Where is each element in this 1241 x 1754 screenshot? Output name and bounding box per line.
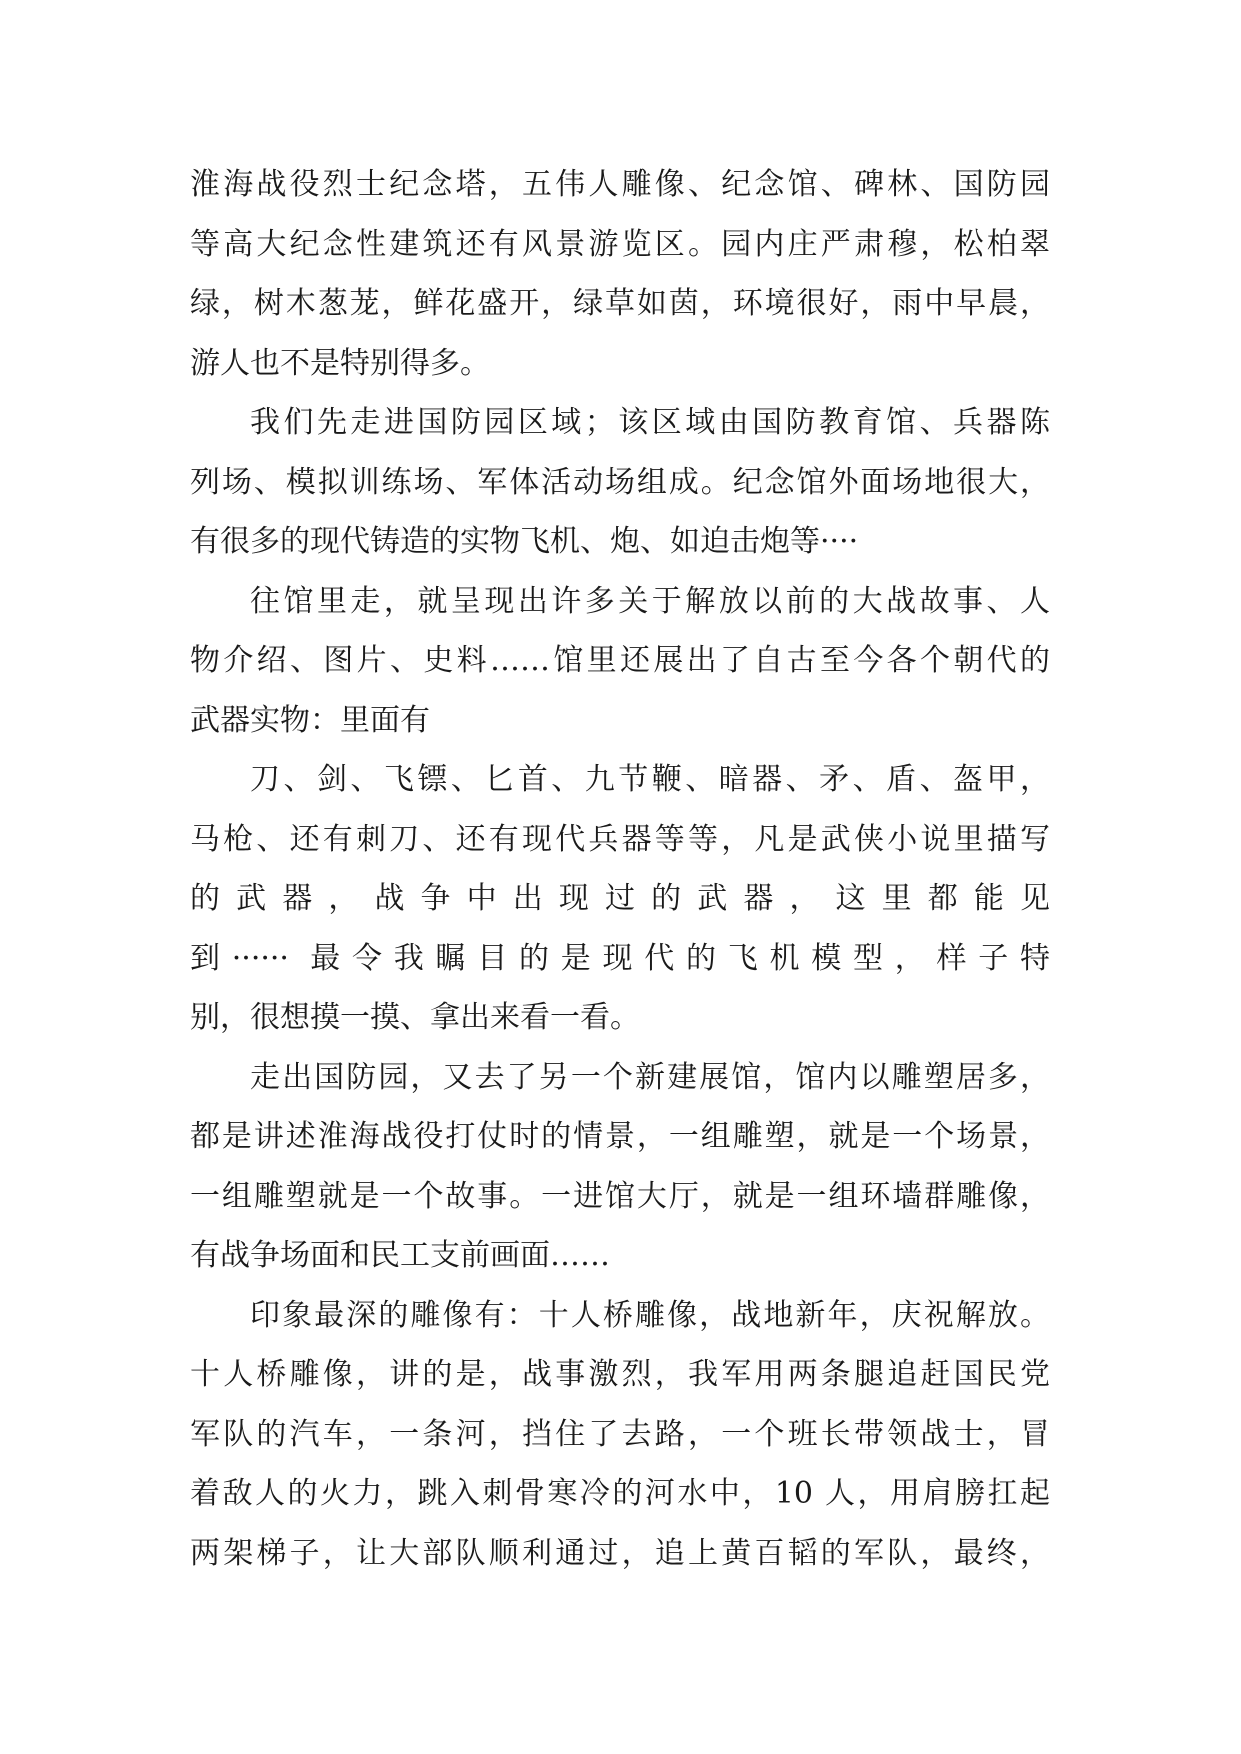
- text-line: 我们先走进国防园区域；该区域由国防教育馆、兵器陈: [250, 405, 1050, 440]
- body-text: [190, 155, 1050, 1583]
- text-line: 着敌人的火力，跳入刺骨寒冷的河水中，10 人，用肩膀扛起: [190, 1476, 1050, 1511]
- text-line: 有很多的现代铸造的实物飞机、炮、如迫击炮等····: [190, 524, 859, 559]
- text-line: 走出国防园，又去了另一个新建展馆，馆内以雕塑居多，: [250, 1059, 1050, 1095]
- text-line: 都是讲述淮海战役打仗时的情景，一组雕塑，就是一个场景，: [190, 1119, 1050, 1154]
- text-line: 印象最深的雕像有：十人桥雕像，战地新年，庆祝解放。: [250, 1297, 1050, 1333]
- text-line: 到······ 最令我瞩目的是现代的飞机模型，样子特: [190, 940, 1050, 976]
- text-line: 军队的汽车，一条河，挡住了去路，一个班长带领战士，冒: [190, 1416, 1050, 1452]
- text-line: 刀、剑、飞镖、匕首、九节鞭、暗器、矛、盾、盔甲，: [250, 762, 1050, 797]
- text-line: 淮海战役烈士纪念塔，五伟人雕像、纪念馆、碑林、国防园: [190, 167, 1050, 202]
- text-line: 别，很想摸一摸、拿出来看一看。: [190, 1000, 640, 1035]
- text-line: 列场、模拟训练场、军体活动场组成。纪念馆外面场地很大，: [190, 464, 1050, 500]
- text-line: 马枪、还有刺刀、还有现代兵器等等，凡是武侠小说里描写: [190, 821, 1050, 857]
- text-line: 一组雕塑就是一个故事。一进馆大厅，就是一组环墙群雕像，: [190, 1178, 1050, 1214]
- text-line: 的武器，战争中出现过的武器，这里都能见: [190, 881, 1050, 916]
- text-line: 绿，树木葱茏，鲜花盛开，绿草如茵，环境很好，雨中早晨，: [190, 286, 1050, 321]
- text-line: 游人也不是特别得多。: [190, 345, 490, 381]
- text-line: 物介绍、图片、史料……馆里还展出了自古至今各个朝代的: [190, 643, 1050, 678]
- text-line: 等高大纪念性建筑还有风景游览区。园内庄严肃穆，松柏翠: [190, 226, 1050, 262]
- text-line: 两架梯子，让大部队顺利通过，追上黄百韬的军队，最终，: [190, 1535, 1050, 1571]
- text-line: 武器实物：里面有: [190, 702, 430, 738]
- text-line: 十人桥雕像，讲的是，战事激烈，我军用两条腿追赶国民党: [190, 1357, 1050, 1392]
- text-line: 有战争场面和民工支前画面……: [190, 1238, 610, 1273]
- text-line: 往馆里走，就呈现出许多关于解放以前的大战故事、人: [250, 583, 1050, 619]
